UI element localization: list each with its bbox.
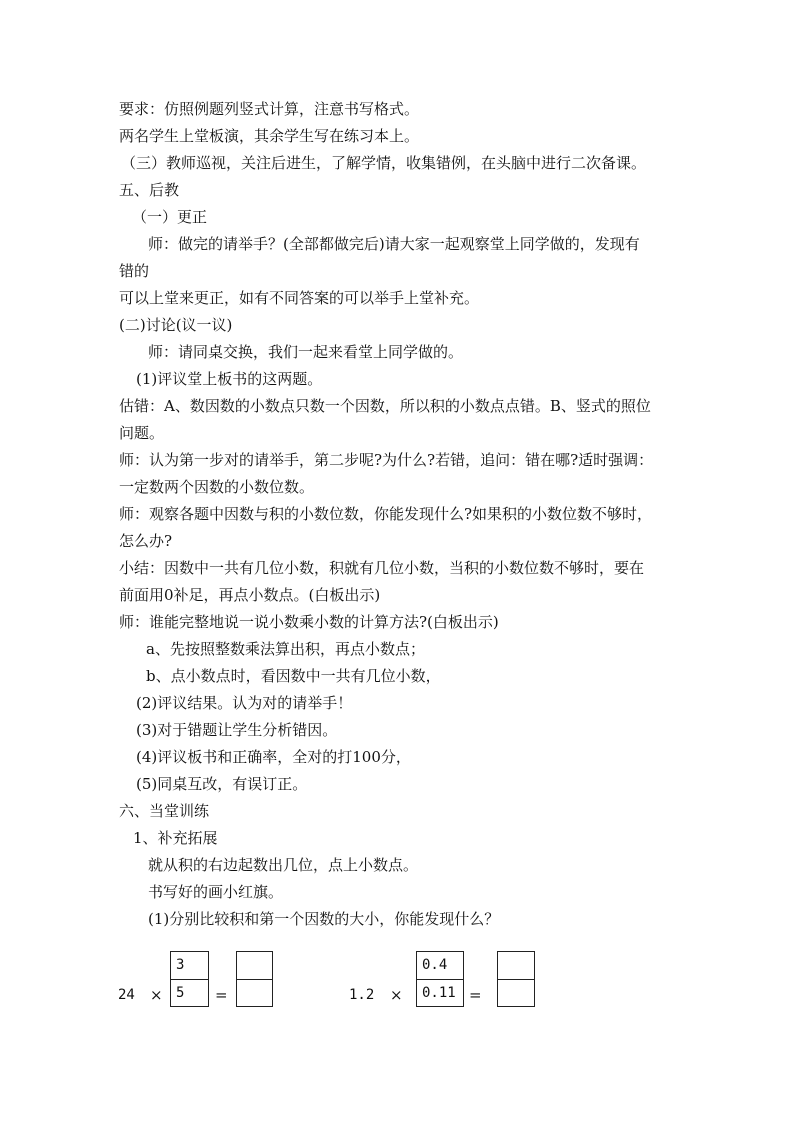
text-line: 师：观察各题中因数与积的小数位数，你能发现什么?如果积的小数位数不够时， <box>119 505 653 523</box>
section-heading: 五、后教 <box>119 181 180 199</box>
result-box-top <box>497 951 535 980</box>
list-item: (2)评议结果。认为对的请举手！ <box>136 694 353 712</box>
text-line: 错的 <box>119 262 150 280</box>
text-line: 可以上堂来更正，如有不同答案的可以举手上堂补充。 <box>119 289 480 307</box>
result-box-top <box>236 951 273 980</box>
text-line: 师：请同桌交换，我们一起来看堂上同学做的。 <box>148 343 464 361</box>
times-sign: × <box>390 986 403 1004</box>
text-line: 问题。 <box>119 424 165 442</box>
answer-box-bottom: 0.11 <box>416 979 464 1007</box>
text-line: 估错：A、数因数的小数点只数一个因数，所以积的小数点点错。B、竖式的照位 <box>119 397 651 415</box>
text-line: （三）教师巡视，关注后进生，了解学情，收集错例，在头脑中进行二次备课。 <box>121 154 647 172</box>
text-line: (1)评议堂上板书的这两题。 <box>136 370 323 388</box>
text-line: 怎么办? <box>119 532 173 550</box>
answer-box-top: 0.4 <box>416 951 464 980</box>
factor-24: 24 <box>118 987 135 1003</box>
list-item: (4)评议板书和正确率，全对的打100分， <box>136 748 411 766</box>
text-line: 小结：因数中一共有几位小数，积就有几位小数，当积的小数位数不够时，要在 <box>119 559 645 577</box>
text-line: 两名学生上堂板演，其余学生写在练习本上。 <box>119 127 420 145</box>
result-box-bottom <box>497 979 535 1007</box>
text-line: 师：做完的请举手？(全部都做完后)请大家一起观察堂上同学做的，发现有 <box>148 235 640 253</box>
text-line: 要求：仿照例题列竖式计算，注意书写格式。 <box>119 100 420 118</box>
subsection-heading: (二)讨论(议一议) <box>119 316 233 334</box>
text-line: 师：谁能完整地说一说小数乘小数的计算方法?(白板出示) <box>119 613 499 631</box>
text-line: 一定数两个因数的小数位数。 <box>119 478 315 496</box>
text-line: (1)分别比较积和第一个因数的大小，你能发现什么？ <box>148 910 500 928</box>
list-item: a、先按照整数乘法算出积，再点小数点； <box>146 640 425 658</box>
answer-box-bottom: 5 <box>170 979 209 1007</box>
subsection-heading: （一）更正 <box>132 208 208 226</box>
list-item: (3)对于错题让学生分析错因。 <box>136 721 338 739</box>
factor-1-2: 1.2 <box>349 987 375 1003</box>
result-box-bottom <box>236 979 273 1007</box>
answer-box-top: 3 <box>170 951 209 980</box>
text-line: 书写好的画小红旗。 <box>148 883 284 901</box>
equals-sign: = <box>215 986 228 1004</box>
text-line: 就从积的右边起数出几位，点上小数点。 <box>148 856 419 874</box>
text-line: 师：认为第一步对的请举手，第二步呢?为什么?若错，追问：错在哪?适时强调： <box>119 451 654 469</box>
text-line: 前面用0补足，再点小数点。(白板出示) <box>119 586 381 604</box>
subsection-heading: 1、补充拓展 <box>133 829 218 847</box>
times-sign: × <box>150 986 163 1004</box>
equals-sign: = <box>469 986 482 1004</box>
section-heading: 六、当堂训练 <box>119 802 210 820</box>
list-item: b、点小数点时，看因数中一共有几位小数， <box>146 667 441 685</box>
list-item: (5)同桌互改，有误订正。 <box>136 775 308 793</box>
